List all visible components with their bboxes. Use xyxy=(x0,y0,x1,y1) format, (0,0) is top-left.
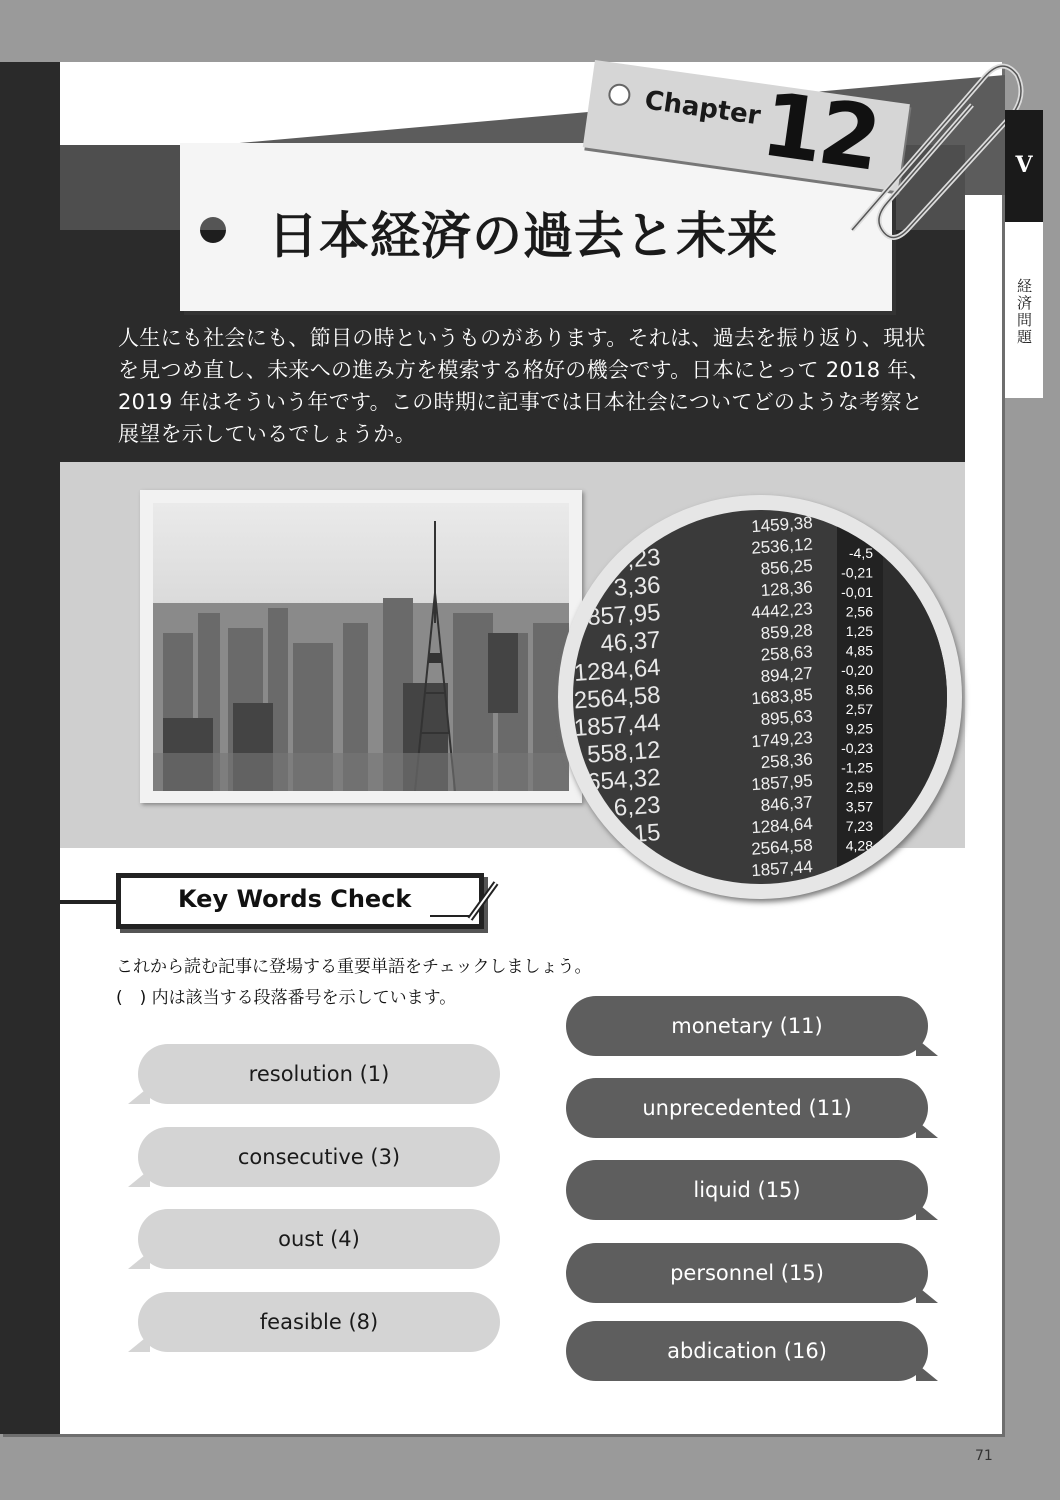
stock-value: 2,56 xyxy=(845,603,873,620)
keyword-text: feasible (8) xyxy=(138,1292,500,1352)
keyword-text: resolution (1) xyxy=(138,1044,500,1104)
chapter-word: Chapter xyxy=(642,85,763,132)
stock-value: 4,85 xyxy=(845,642,873,659)
stock-value: 258,36 xyxy=(760,749,814,773)
stock-value: 258,63 xyxy=(760,642,814,665)
stock-value: 654,32 xyxy=(586,764,662,797)
pencil-icon xyxy=(464,877,504,925)
stock-value: 1749,23 xyxy=(750,728,814,752)
keyword-text: abdication (16) xyxy=(566,1321,928,1381)
stock-value: -0,01 xyxy=(841,584,873,600)
stock-value: 1857,44 xyxy=(573,709,662,743)
stock-value: 2,59 xyxy=(845,779,873,795)
stock-value: 7,23 xyxy=(845,818,873,834)
instruction-line-2: ( ) 内は該当する段落番号を示しています。 xyxy=(116,988,457,1008)
stock-value: 6,23 xyxy=(612,791,662,822)
tag-hole-icon xyxy=(607,82,632,107)
page-number: 71 xyxy=(975,1448,993,1464)
stock-value: -0,21 xyxy=(841,564,873,581)
stock-value: 1284,64 xyxy=(573,654,662,688)
title-bullet-icon xyxy=(200,217,226,243)
stock-value: -4,5 xyxy=(848,545,873,561)
keyword-text: unprecedented (11) xyxy=(566,1078,928,1138)
page-title: 日本経済の過去と未来 xyxy=(268,207,778,265)
keywords-heading: Key Words Check xyxy=(178,885,412,913)
stock-value: 9,23 xyxy=(612,544,662,575)
stock-value: 846,37 xyxy=(760,792,814,816)
stock-value: 3,57 xyxy=(845,798,873,815)
section-tab-label[interactable]: 経済問題 xyxy=(1005,222,1043,398)
stock-value: 9,25 xyxy=(845,720,873,737)
page-spine xyxy=(0,62,60,1434)
stock-value: 128,36 xyxy=(760,577,814,601)
stock-board-image xyxy=(573,510,947,884)
stock-value: 558,12 xyxy=(586,736,662,769)
stock-value: -0,23 xyxy=(841,740,873,756)
stock-value: 856,25 xyxy=(760,556,814,579)
stock-value: 859,28 xyxy=(760,620,814,644)
keywords-rule xyxy=(60,900,120,904)
instruction-line-1: これから読む記事に登場する重要単語をチェックしましょう。 xyxy=(116,957,592,977)
stock-value: 895,63 xyxy=(760,706,814,730)
stock-value: 4442,23 xyxy=(750,599,814,623)
intro-text: 人生にも社会にも、節目の時というものがあります。それは、過去を振り返り、現状を見つめ直し、未来への進み方を模索する格好の機会です。日本にとって 2018 年、2019 年はそういう年です。この時期に記事では日本社会についてどのような考察と展望を示しているでしょうか。 xyxy=(118,326,930,446)
stock-value: 46,37 xyxy=(599,626,662,658)
stock-value: 1459,38 xyxy=(750,513,814,537)
stock-value: 8,56 xyxy=(845,681,873,698)
keyword-text: monetary (11) xyxy=(566,996,928,1056)
stock-value: 2564,58 xyxy=(573,681,662,715)
keyword-text: consecutive (3) xyxy=(138,1127,500,1187)
stock-value: 1284,64 xyxy=(750,814,814,838)
stock-value: 1683,85 xyxy=(750,685,814,709)
stock-value: -0,20 xyxy=(841,662,873,678)
stock-value: 4,28 xyxy=(845,837,873,854)
keyword-text: liquid (15) xyxy=(566,1160,928,1220)
keyword-text: personnel (15) xyxy=(566,1243,928,1303)
stock-value: 1,15 xyxy=(612,819,662,850)
stock-value: 2,57 xyxy=(845,701,873,717)
keyword-text: oust (4) xyxy=(138,1209,500,1269)
stock-value: 1857,95 xyxy=(750,771,814,795)
paperclip-icon xyxy=(832,40,1032,240)
stock-value: 2564,58 xyxy=(750,835,814,859)
stock-value: 857,95 xyxy=(586,599,662,632)
stock-value: 1,25 xyxy=(845,623,873,639)
stock-value: 1857,44 xyxy=(750,857,814,881)
stock-value: -1,25 xyxy=(841,759,873,776)
chapter-number: 12 xyxy=(755,72,884,191)
section-tab[interactable]: V xyxy=(1005,110,1043,222)
tokyo-skyline-image xyxy=(153,503,569,791)
stock-value: 2536,12 xyxy=(750,534,814,558)
stock-value: 894,27 xyxy=(760,663,814,687)
stock-value: 3,36 xyxy=(612,571,662,602)
